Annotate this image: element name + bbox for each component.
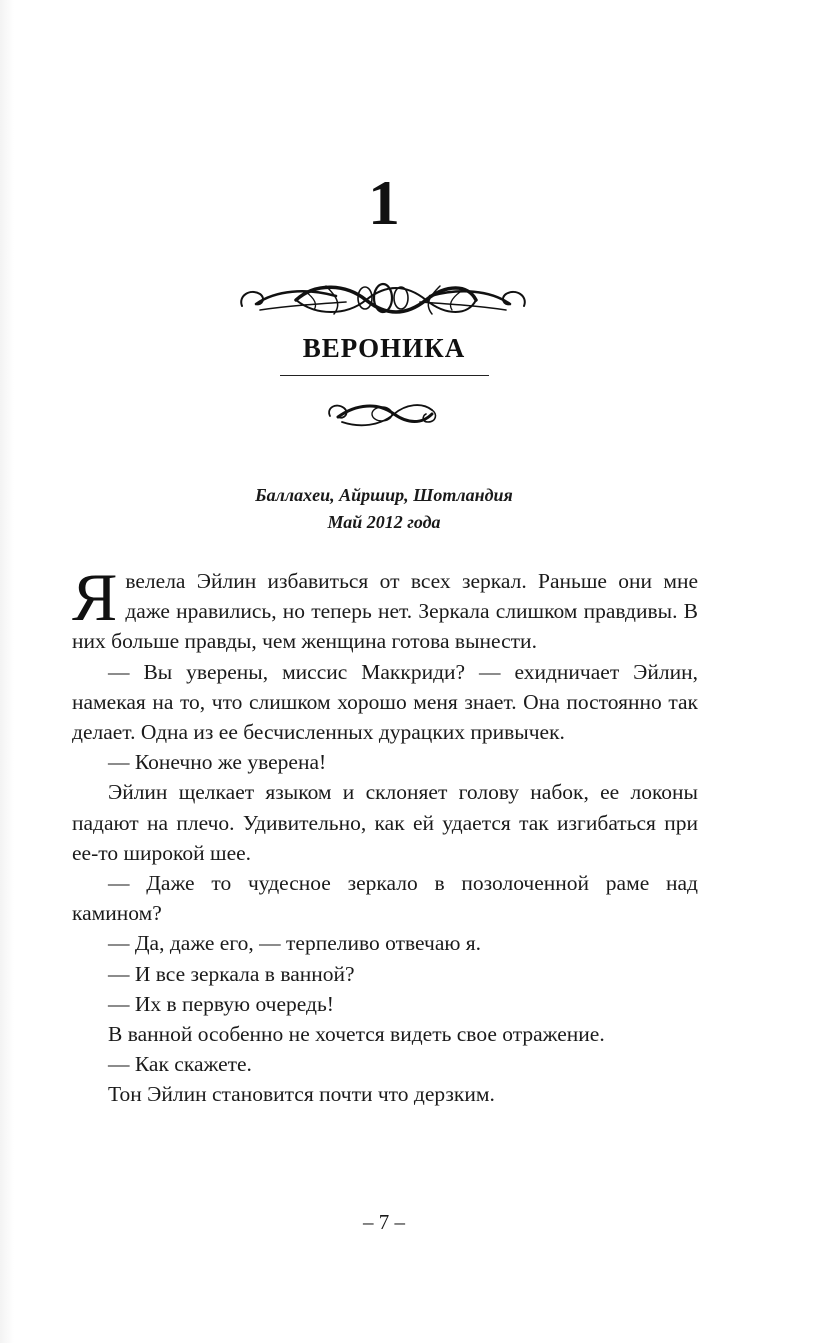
flourish-ornament-top <box>236 276 530 324</box>
paragraph: Эйлин щелкает языком и склоняет голову набок, ее локоны падают на плечо. Удивительно, как ей удается так изгибаться при ее-то широкой шее. <box>72 780 698 865</box>
location-date: Май 2012 года <box>327 512 441 532</box>
chapter-number: 1 <box>368 167 400 238</box>
location-heading <box>0 482 768 536</box>
paragraph: Я велела Эйлин избавиться от всех зеркал. Раньше они мне даже нравились, но теперь нет. Зеркала слишком правдивы. В них больше правды, чем женщина готова вынести. <box>72 559 698 654</box>
paragraph: — Конечно же уверена! <box>108 750 327 775</box>
paragraph: — Вы уверены, миссис Маккриди? — ехидничает Эйлин, намекая на то, что слишком хорошо меня знает. Она постоянно так делает. Одна из ее бесчисленных дурацких привычек. <box>72 659 698 745</box>
drop-cap: Я <box>72 559 118 635</box>
paragraph: Тон Эйлин становится почти что дерзким. <box>108 1082 495 1107</box>
paragraph: — Их в первую очередь! <box>108 991 334 1016</box>
chapter-body <box>72 559 698 1110</box>
paragraph: — Как скажете. <box>108 1052 252 1077</box>
page-number: – 7 – <box>363 1210 405 1234</box>
paragraph: — Даже то чудесное зеркало в позолоченной раме над камином? <box>72 871 698 926</box>
location-place: Баллахеи, Айршир, Шотландия <box>255 485 513 505</box>
paragraph: — Да, даже его, — терпеливо отвечаю я. <box>108 931 482 956</box>
title-divider <box>280 375 489 376</box>
paragraph: В ванной особенно не хочется видеть свое отражение. <box>108 1022 605 1047</box>
chapter-title: ВЕРОНИКА <box>302 333 466 363</box>
flourish-ornament-bottom <box>322 396 442 432</box>
paragraph: — И все зеркала в ванной? <box>108 961 355 986</box>
